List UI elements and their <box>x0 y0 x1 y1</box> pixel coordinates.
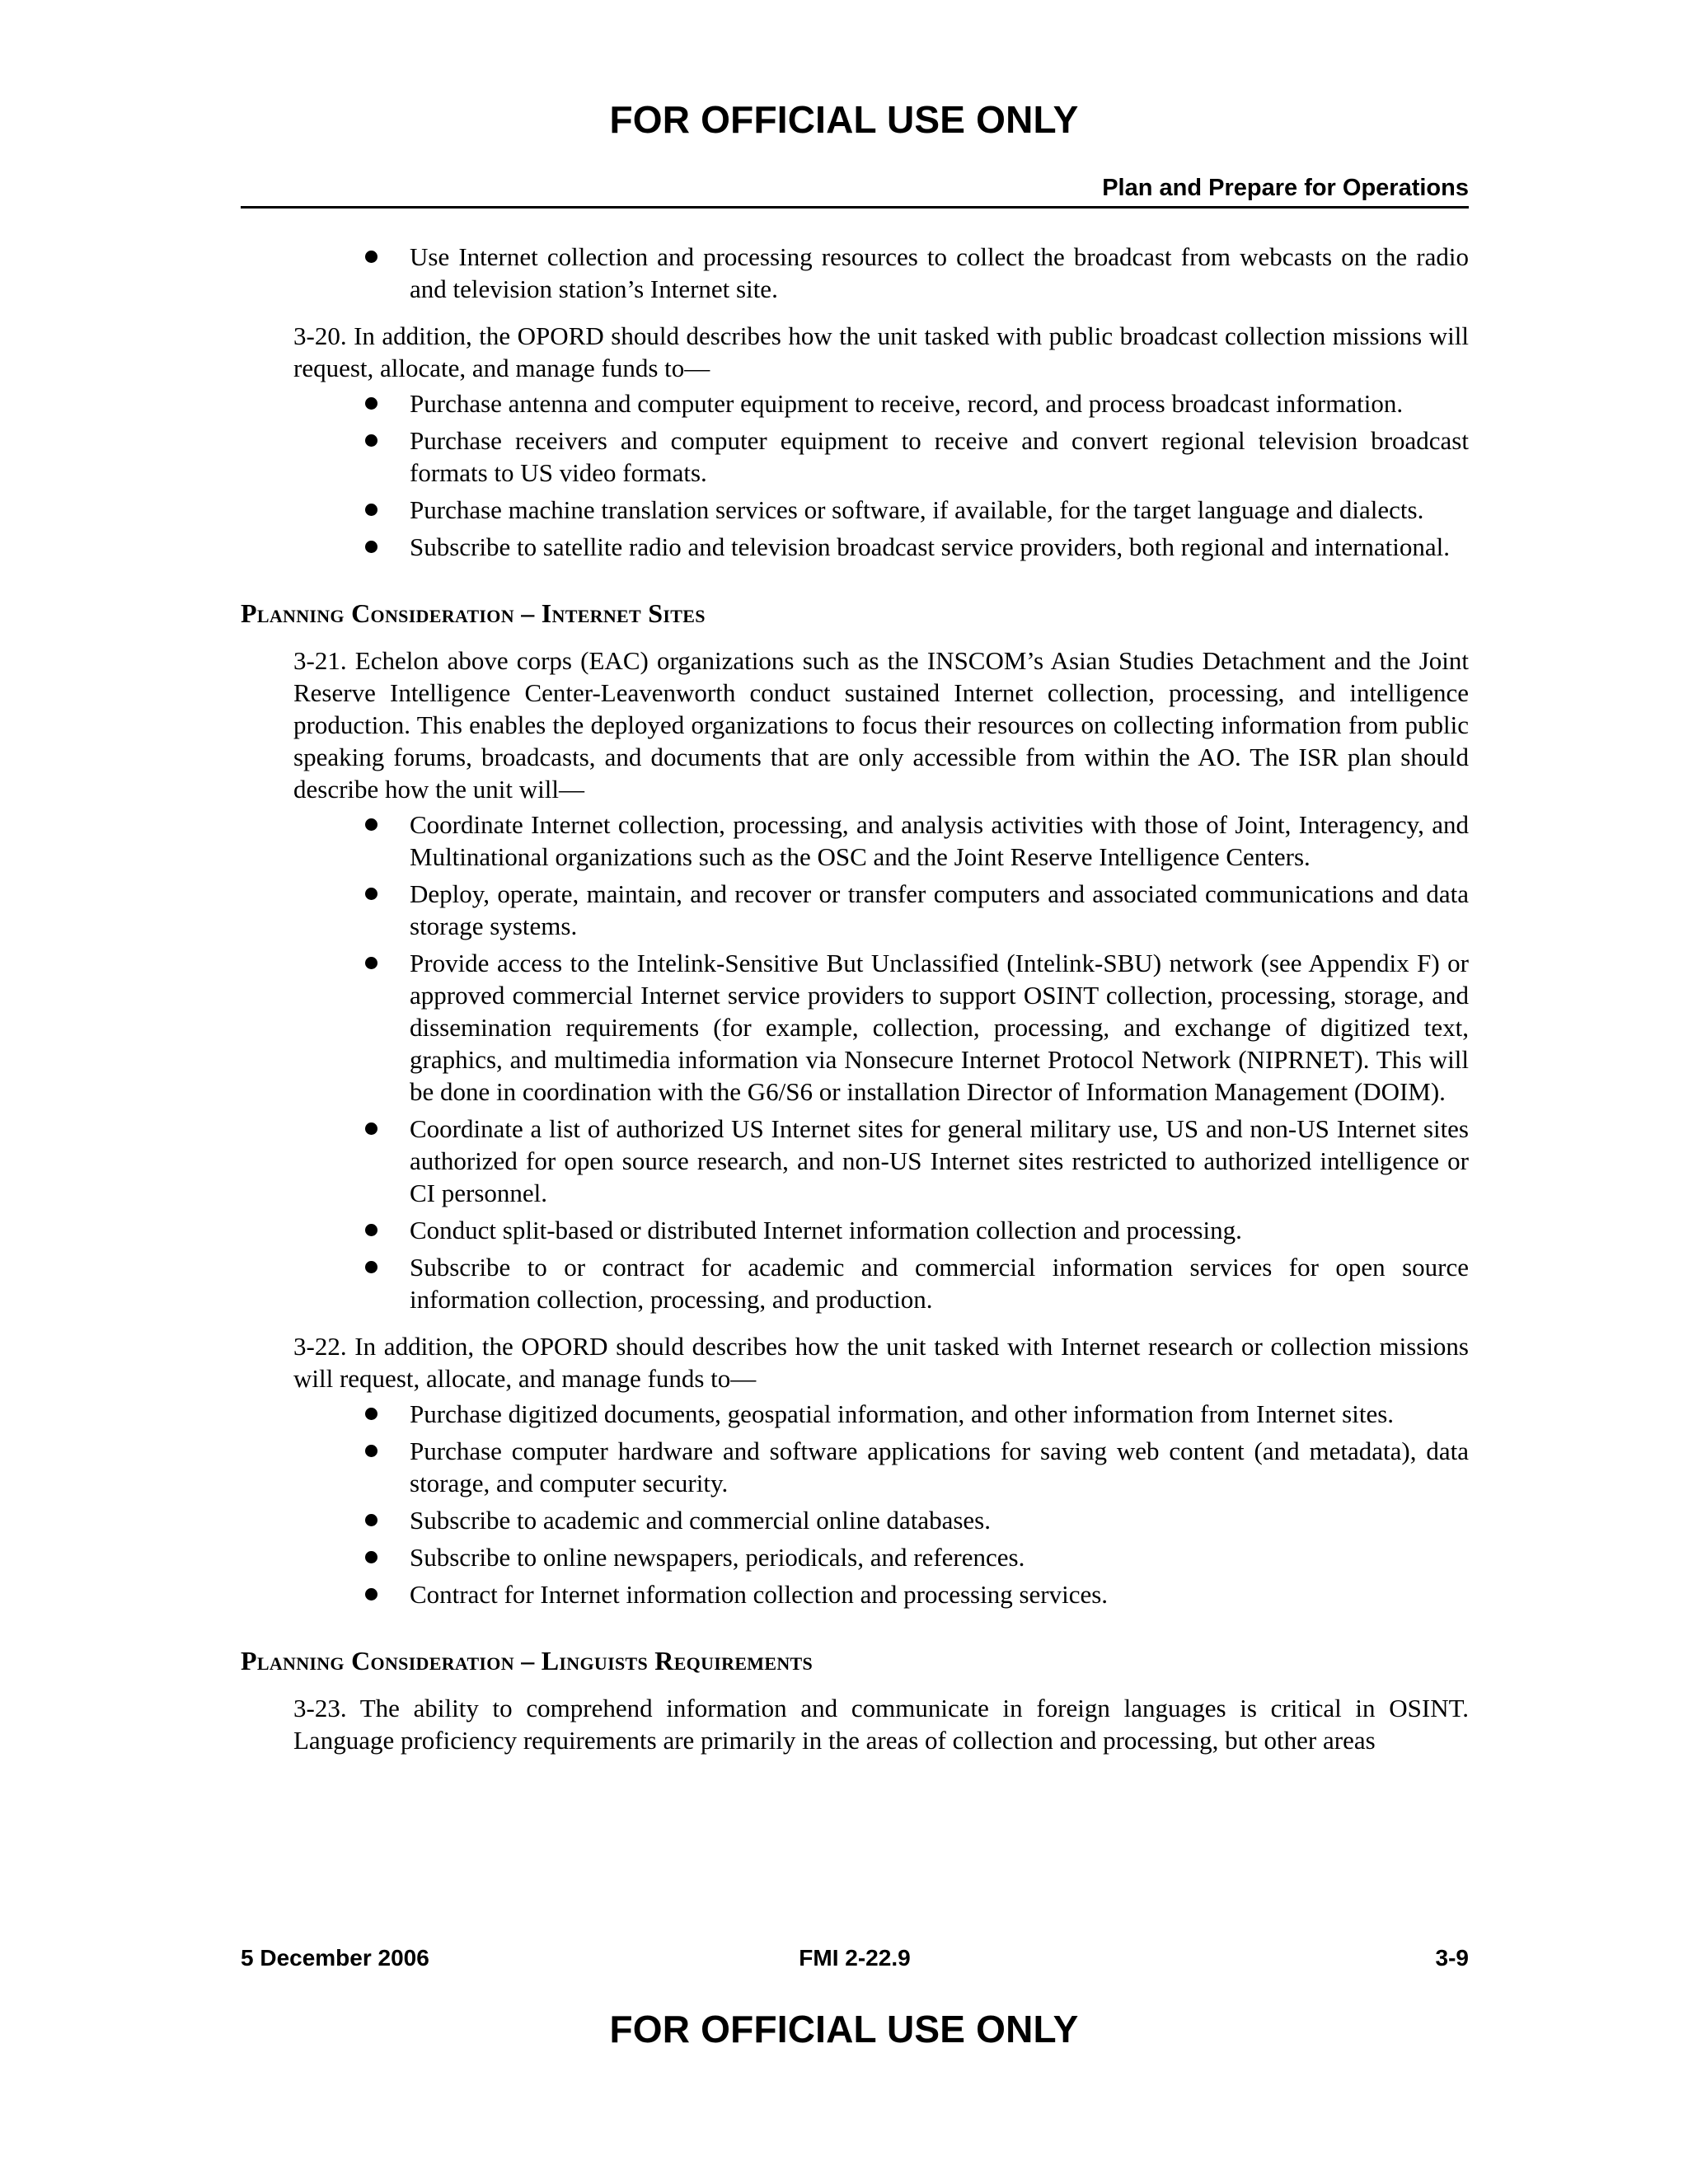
bullet-icon <box>365 818 377 831</box>
bullet-icon <box>365 541 377 553</box>
list-item <box>293 531 1469 563</box>
list-item <box>293 1541 1469 1573</box>
list-item <box>293 1578 1469 1610</box>
bullet-icon <box>365 1408 377 1420</box>
list-item <box>293 241 1469 305</box>
list-item <box>293 424 1469 489</box>
bullet-list-3-22 <box>293 1398 1469 1610</box>
list-item-text: Coordinate a list of authorized US Internet sites for general military use, US and non-US Internet sites authorized for open source research, and non-US Internet sites restricted to authorized intelligence or CI personnel. <box>410 1114 1469 1207</box>
list-item-text: Contract for Internet information collection and processing services. <box>410 1580 1109 1609</box>
running-head: Plan and Prepare for Operations <box>1102 175 1469 201</box>
bullet-icon <box>365 957 377 969</box>
bullet-icon <box>365 888 377 900</box>
bullet-icon <box>365 1445 377 1457</box>
bullet-list-3-21 <box>293 808 1469 1315</box>
list-item <box>293 808 1469 873</box>
classification-banner-bottom: FOR OFFICIAL USE ONLY <box>609 2008 1079 2050</box>
bullet-icon <box>365 251 377 263</box>
section-heading-linguists-requirements: Planning Consideration – Linguists Requirements <box>241 1646 814 1675</box>
list-item-text: Coordinate Internet collection, processing, and analysis activities with those of Joint, Interagency, and Multinational organizations such as the OSC and the Joint Reserve Intelligence Centers. <box>410 810 1469 871</box>
list-item-text: Purchase antenna and computer equipment to receive, record, and process broadcast information. <box>410 389 1404 418</box>
list-item-text: Purchase machine translation services or software, if available, for the target language and dialects. <box>410 495 1424 524</box>
list-item <box>293 387 1469 419</box>
list-item <box>293 1214 1469 1246</box>
list-item-text: Subscribe to satellite radio and television broadcast service providers, both regional and international. <box>410 532 1451 561</box>
footer-document-id: FMI 2-22.9 <box>799 1945 911 1971</box>
paragraph-3-20: 3-20. In addition, the OPORD should describes how the unit tasked with public broadcast collection missions will request, allocate, and manage funds to— <box>293 321 1469 382</box>
list-item-text: Subscribe to academic and commercial online databases. <box>410 1506 991 1535</box>
bullet-icon <box>365 434 377 447</box>
list-item-text: Deploy, operate, maintain, and recover or transfer computers and associated communications and data storage systems. <box>410 879 1469 940</box>
list-item <box>293 1251 1469 1315</box>
list-item <box>293 1398 1469 1430</box>
footer-date: 5 December 2006 <box>241 1945 429 1971</box>
list-item-text: Conduct split-based or distributed Internet information collection and processing. <box>410 1216 1242 1244</box>
bullet-icon <box>365 504 377 516</box>
classification-banner-top: FOR OFFICIAL USE ONLY <box>609 98 1079 141</box>
list-item-text: Purchase computer hardware and software applications for saving web content (and metadata), data storage, and computer security. <box>410 1436 1469 1497</box>
paragraph-3-23: 3-23. The ability to comprehend information and communicate in foreign languages is critical in OSINT. Language proficiency requirements are primarily in the areas of collection and processing, but other areas <box>293 1694 1469 1755</box>
list-item-text: Subscribe to or contract for academic and commercial information services for open source information collection, processing, and production. <box>410 1253 1469 1314</box>
list-item-text: Provide access to the Intelink-Sensitive But Unclassified (Intelink-SBU) network (see Appendix F) or approved commercial Internet service providers to support OSINT collection, processing, storage, and dissemination requirements (for example, collection, processing, and exchange of digitized text, graphics, and multimedia information via Nonsecure Internet Protocol Network (NIPRNET). This will be done in coordination with the G6/S6 or installation Director of Information Management (DOIM). <box>410 949 1469 1106</box>
bullet-icon <box>365 1551 377 1563</box>
list-item <box>293 494 1469 526</box>
list-item <box>293 1435 1469 1499</box>
list-item <box>293 1113 1469 1209</box>
intro-bullet-list <box>293 241 1469 305</box>
list-item-text: Subscribe to online newspapers, periodicals, and references. <box>410 1543 1025 1572</box>
bullet-icon <box>365 1588 377 1601</box>
bullet-icon <box>365 1224 377 1236</box>
footer-page-number: 3-9 <box>1435 1945 1469 1971</box>
paragraph-3-21: 3-21. Echelon above corps (EAC) organizations such as the INSCOM’s Asian Studies Detachment and the Joint Reserve Intelligence Center-Leavenworth conduct sustained Internet collection, processing, and intelligence production. This enables the deployed organizations to focus their resources on collecting information from public speaking forums, broadcasts, and documents that are only accessible from within the AO. The ISR plan should describe how the unit will— <box>293 646 1469 804</box>
section-heading-internet-sites: Planning Consideration – Internet Sites <box>241 598 706 628</box>
paragraph-3-22: 3-22. In addition, the OPORD should describes how the unit tasked with Internet research or collection missions will request, allocate, and manage funds to— <box>293 1332 1469 1393</box>
bullet-icon <box>365 1122 377 1135</box>
list-item <box>293 1504 1469 1536</box>
list-item-text: Use Internet collection and processing resources to collect the broadcast from webcasts on the radio and television station’s Internet site. <box>410 242 1469 303</box>
header-rule <box>241 206 1469 209</box>
list-item <box>293 947 1469 1108</box>
bullet-icon <box>365 397 377 410</box>
list-item-text: Purchase digitized documents, geospatial information, and other information from Internet sites. <box>410 1399 1395 1428</box>
list-item-text: Purchase receivers and computer equipment to receive and convert regional television broadcast formats to US video formats. <box>410 426 1469 487</box>
bullet-icon <box>365 1514 377 1526</box>
bullet-icon <box>365 1261 377 1273</box>
list-item <box>293 878 1469 942</box>
bullet-list-3-20 <box>293 387 1469 563</box>
page-body <box>241 241 1469 1771</box>
